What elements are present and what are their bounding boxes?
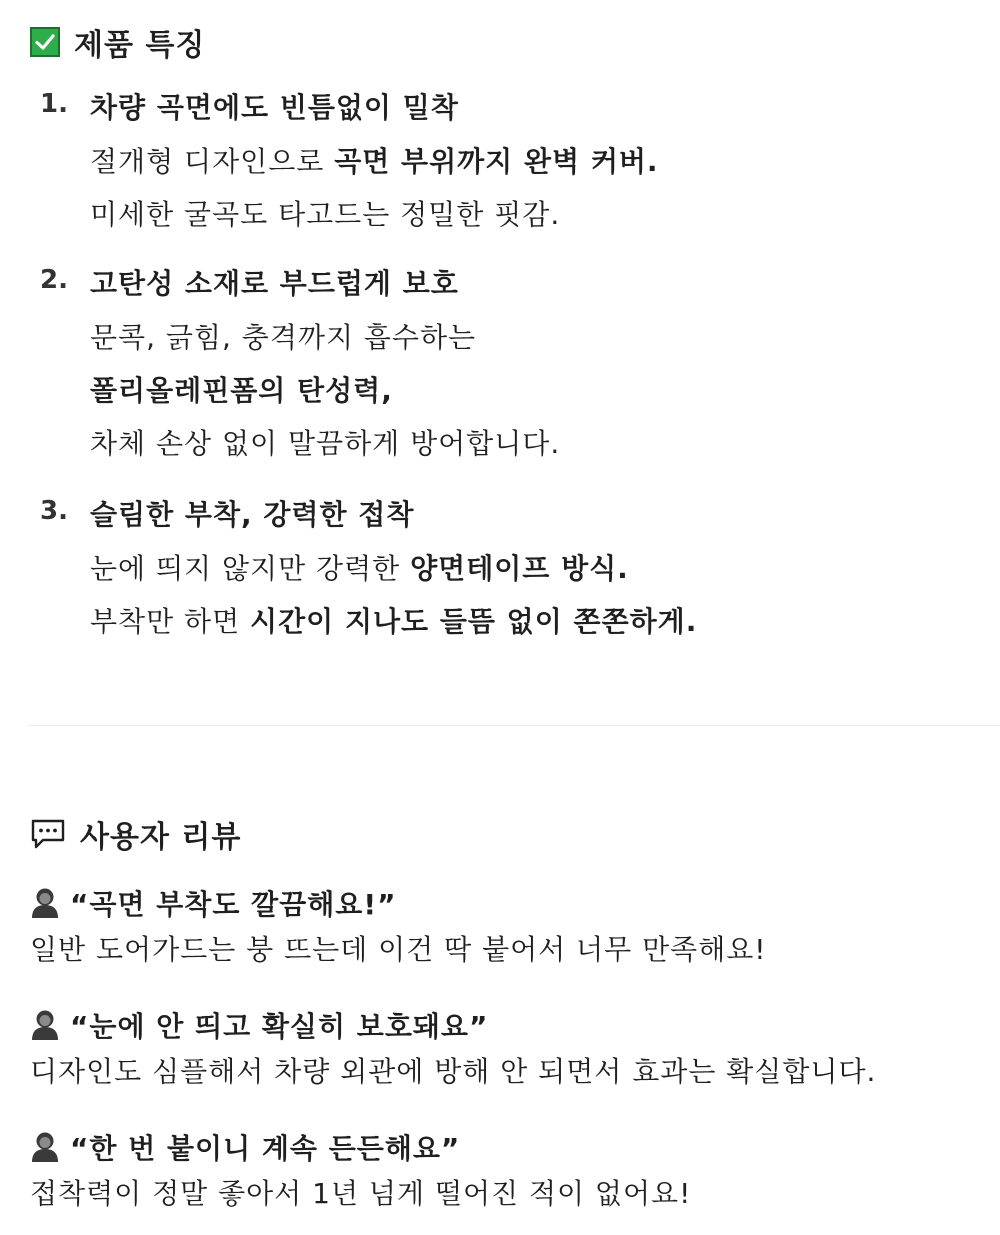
features-header xyxy=(30,20,205,64)
review-header xyxy=(30,1120,990,1174)
feature-line xyxy=(90,143,980,196)
feature-highlight: 곡면 부위까지 완벽 커버. xyxy=(334,145,659,178)
feature-highlight: 시간이 지나도 들뜸 없이 쫀쫀하게. xyxy=(250,605,698,638)
review-item xyxy=(30,876,990,970)
feature-line: 미세한 굴곡도 타고드는 정밀한 핏감. xyxy=(90,198,561,231)
check-box-icon xyxy=(30,27,60,57)
feature-item-1 xyxy=(40,89,980,249)
review-title: “곡면 부착도 깔끔해요!” xyxy=(70,888,397,921)
feature-text: 부착만 하면 xyxy=(90,605,251,638)
section-divider xyxy=(28,725,1000,726)
feature-number: 1. xyxy=(40,89,68,119)
feature-title: 고탄성 소재로 부드럽게 보호 xyxy=(90,267,459,300)
features-title: 제품 특징 xyxy=(74,28,206,63)
feature-line xyxy=(90,550,980,603)
review-header xyxy=(30,876,990,930)
person-icon xyxy=(30,1009,60,1041)
speech-bubble-icon xyxy=(30,818,66,850)
review-title: “한 번 붙이니 계속 든든해요” xyxy=(70,1132,461,1165)
feature-title: 슬림한 부착, 강력한 접착 xyxy=(90,498,415,531)
reviews-header xyxy=(30,812,241,856)
feature-highlight: 양면테이프 방식. xyxy=(410,552,629,585)
feature-title: 차량 곡면에도 빈틈없이 밀착 xyxy=(90,91,459,124)
feature-line: 문콕, 긁힘, 충격까지 흡수하는 xyxy=(90,321,477,354)
reviews-title: 사용자 리뷰 xyxy=(80,820,242,855)
review-title: “눈에 안 띄고 확실히 보호돼요” xyxy=(70,1010,489,1043)
feature-text: 눈에 띄지 않지만 강력한 xyxy=(90,552,411,585)
feature-item-2 xyxy=(40,265,980,478)
feature-line xyxy=(90,603,980,656)
review-item xyxy=(30,998,990,1092)
review-header xyxy=(30,998,990,1052)
feature-item-3 xyxy=(40,496,980,656)
person-icon xyxy=(30,887,60,919)
review-item xyxy=(30,1120,990,1214)
review-body: 일반 도어가드는 붕 뜨는데 이건 딱 붙어서 너무 만족해요! xyxy=(30,933,767,966)
feature-text: 절개형 디자인으로 xyxy=(90,145,335,178)
feature-highlight: 폴리올레핀폼의 탄성력, xyxy=(90,374,393,407)
person-icon xyxy=(30,1131,60,1163)
feature-line: 차체 손상 없이 말끔하게 방어합니다. xyxy=(90,427,561,460)
feature-number: 3. xyxy=(40,496,68,526)
review-body: 접착력이 정말 좋아서 1년 넘게 떨어진 적이 없어요! xyxy=(30,1177,692,1210)
feature-number: 2. xyxy=(40,265,68,295)
review-body: 디자인도 심플해서 차량 외관에 방해 안 되면서 효과는 확실합니다. xyxy=(30,1055,877,1088)
